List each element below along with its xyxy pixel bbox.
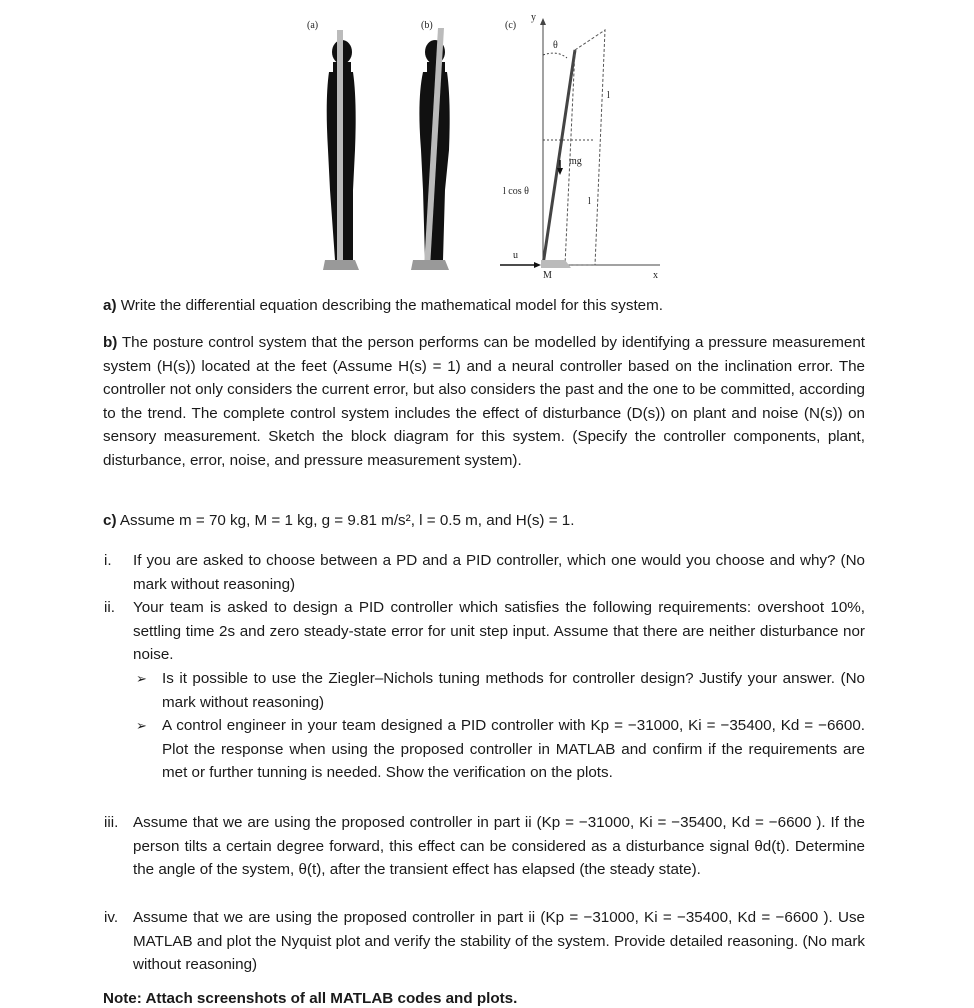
label-b: (b) <box>421 20 433 31</box>
arrow-bullet-icon: ➢ <box>136 718 147 733</box>
label-mg: mg <box>569 156 582 167</box>
part-c-text: Assume m = 70 kg, M = 1 kg, g = 9.81 m/s², l = 0.5 m, and H(s) = 1. <box>119 512 575 529</box>
person-silhouette-b <box>411 28 450 270</box>
part-b <box>103 331 865 473</box>
note: Note: Attach screenshots of all MATLAB codes and plots. <box>103 990 518 1007</box>
part-a-label: a) <box>103 297 117 314</box>
label-c: (c) <box>505 20 517 31</box>
label-u: u <box>513 250 518 261</box>
item-ii-num: ii. <box>104 599 115 616</box>
part-b-label: b) <box>103 334 118 351</box>
item-ii-bullet-1: Is it possible to use the Ziegler–Nichols tuning methods for controller design? Justify your answer. (No mark without reasoning) <box>162 670 865 711</box>
item-i-num: i. <box>104 552 112 569</box>
label-l-top: l <box>607 90 610 101</box>
label-l-mid: l <box>588 196 591 207</box>
part-c-label: c) <box>103 512 117 529</box>
pendulum-diagram <box>500 18 660 268</box>
person-silhouette-a <box>323 30 359 270</box>
label-x: x <box>653 270 658 281</box>
item-i-text: If you are asked to choose between a PD and a PID controller, which one would you choose and why? (No mark without reasoning) <box>133 552 865 593</box>
item-iv-text: Assume that we are using the proposed controller in part ii (Kp = −31000, Ki = −35400, Kd = −6600 ). Use MATLAB and plot the Nyquist plot and verify the stability of the system. Provide detailed reasoning. (No mark without reasoning) <box>133 909 865 974</box>
label-a: (a) <box>307 20 319 31</box>
label-M: M <box>543 270 552 281</box>
label-lcos: l cos θ <box>503 186 529 197</box>
item-iv-num: iv. <box>104 909 119 926</box>
part-c <box>103 509 865 533</box>
posture-figure <box>295 10 675 282</box>
arrow-bullet-icon: ➢ <box>136 671 147 686</box>
label-theta: θ <box>553 40 558 51</box>
item-iii-text: Assume that we are using the proposed controller in part ii (Kp = −31000, Ki = −35400, Kd = −6600 ). If the person tilts a certain degree forward, this effect can be considered as a disturbance signal θd(t). Determine the angle of the system, θ(t), after the transient effect has elapsed (the steady state). <box>133 814 865 879</box>
part-b-text: The posture control system that the person performs can be modelled by identifying a pressure measurement system (H(s)) located at the feet (Assume H(s) = 1) and a neural controller based on the inclination error. The controller not only considers the current error, but also considers the past and the one to be committed, according to the trend. The complete control system includes the effect of disturbance (D(s)) on plant and noise (N(s)) on sensory measurement. Sketch the block diagram for this system. (Specify the controller components, plant, disturbance, error, noise, and pressure measurement system). <box>103 334 865 469</box>
label-y: y <box>531 12 536 23</box>
part-a <box>103 294 865 318</box>
item-ii-text: Your team is asked to design a PID controller which satisfies the following requirements: overshoot 10%, settling time 2s and zero steady-state error for unit step input. Assume that there are neither disturbance nor noise. <box>133 599 865 664</box>
item-ii-bullet-2: A control engineer in your team designed a PID controller with Kp = −31000, Ki = −35400, Kd = −6600. Plot the response when using the proposed controller in MATLAB and confirm if the requirements are met or further tunning is needed. Show the verification on the plots. <box>162 717 865 782</box>
part-a-text: Write the differential equation describing the mathematical model for this system. <box>120 297 663 314</box>
item-iii-num: iii. <box>104 814 119 831</box>
